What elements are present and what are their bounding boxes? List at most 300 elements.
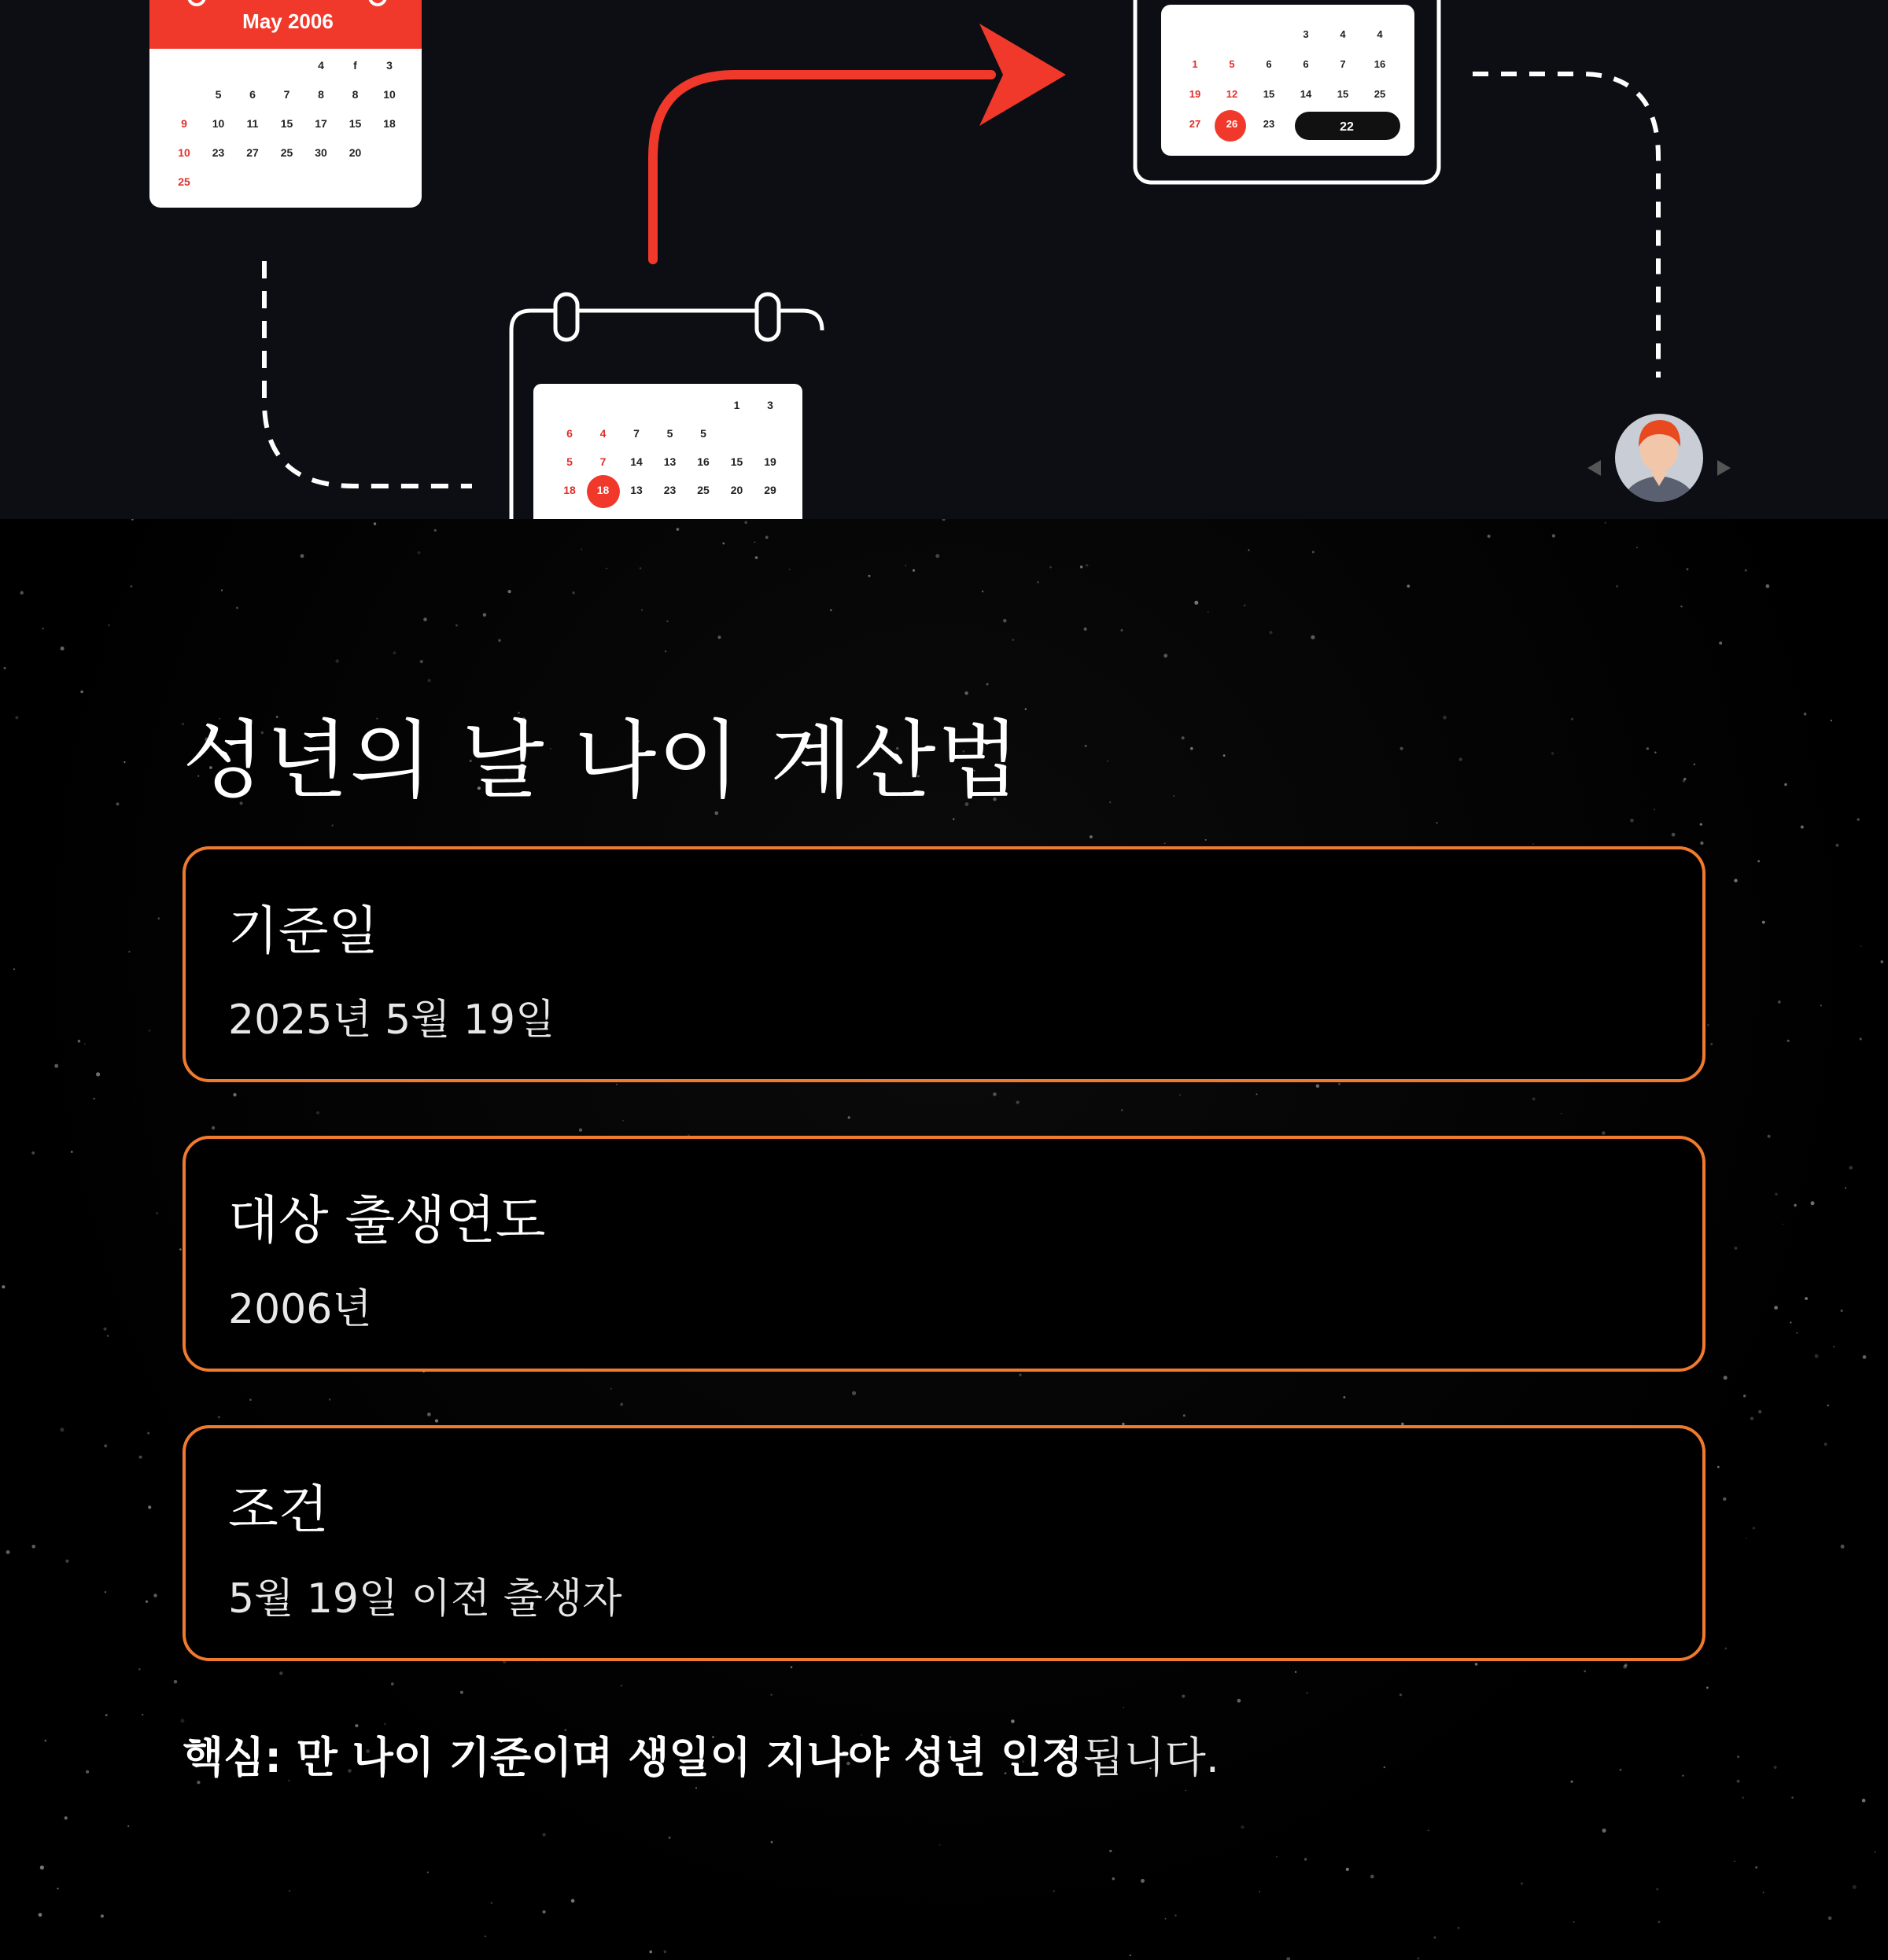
calendar-day: 3 (1303, 28, 1309, 40)
star-dot (71, 1151, 73, 1153)
star-dot (1190, 747, 1193, 750)
calendar-day: 29 (764, 484, 776, 496)
calendar-day: 4 (1340, 28, 1346, 40)
star-dot (1700, 823, 1702, 826)
star-dot (942, 519, 946, 521)
star-dot (718, 636, 721, 639)
star-dot (982, 591, 983, 592)
star-dot (498, 639, 501, 643)
star-dot (1682, 1775, 1683, 1777)
star-dot (335, 659, 339, 663)
star-dot (1743, 1394, 1746, 1397)
star-dot (1090, 835, 1093, 838)
star-dot (1311, 636, 1315, 639)
calendar-day: 16 (1374, 58, 1386, 70)
calendar-day: 23 (663, 484, 677, 496)
calendar-day: 25 (178, 175, 190, 188)
card-label: 조건 (228, 1479, 329, 1540)
calendar-day: 1 (733, 399, 740, 411)
calendar-day: 3 (767, 399, 773, 411)
star-dot (1259, 1891, 1260, 1892)
calendar-day: 6 (566, 427, 573, 440)
star-dot (156, 1212, 157, 1214)
star-dot (1185, 1790, 1186, 1792)
calendar-day: 4 (318, 59, 324, 72)
star-dot (543, 1910, 546, 1914)
star-dot (755, 556, 758, 559)
calendar-day: 16 (697, 455, 710, 468)
star-dot (1849, 1166, 1853, 1170)
star-dot (1208, 611, 1209, 613)
star-dot (1863, 1355, 1867, 1359)
star-dot (147, 1432, 149, 1435)
star-dot (1723, 1498, 1726, 1501)
calendar-day: 7 (633, 427, 640, 440)
star-dot (31, 1545, 35, 1549)
calendar-day: 1 (1192, 58, 1198, 70)
star-dot (1774, 1766, 1777, 1769)
star-dot (852, 1391, 856, 1395)
star-dot (1683, 779, 1686, 783)
star-dot (1532, 843, 1534, 845)
star-dot (744, 521, 747, 525)
calendar-day: 8 (352, 88, 359, 101)
star-dot (1194, 601, 1198, 605)
star-dot (1762, 921, 1765, 924)
star-dot (1276, 1856, 1278, 1858)
star-dot (1623, 1665, 1627, 1669)
dashed-connector-left (264, 261, 472, 486)
star-dot (579, 1129, 582, 1132)
star-dot (1734, 879, 1737, 882)
star-dot (1624, 1663, 1628, 1667)
star-dot (1475, 1663, 1478, 1666)
calendar-day: 14 (630, 455, 643, 468)
calendar-day: 15 (280, 117, 293, 130)
star-dot (1304, 1858, 1307, 1860)
star-dot (1620, 1769, 1622, 1771)
calendar-day: 23 (212, 146, 225, 159)
star-dot (620, 1403, 623, 1406)
star-dot (1602, 1829, 1606, 1833)
star-dot (1700, 842, 1703, 845)
calendar-day: 12 (1226, 88, 1238, 100)
star-dot (1179, 1094, 1181, 1096)
calendar-card-center (511, 294, 822, 519)
star-dot (1796, 1332, 1798, 1334)
star-dot (1725, 1648, 1728, 1650)
summary-text (183, 1724, 1219, 1785)
star-dot (1237, 1699, 1241, 1703)
star-dot (39, 1913, 42, 1917)
star-dot (722, 543, 725, 545)
calendar-title: May 2006 (242, 9, 334, 33)
star-dot (649, 1951, 652, 1954)
star-dot (417, 551, 420, 554)
star-dot (60, 1428, 64, 1431)
star-dot (665, 650, 666, 652)
calendar-day: 27 (246, 146, 259, 159)
calendar-day: 25 (697, 484, 710, 496)
star-dot (1646, 747, 1649, 750)
card-value: 2025년 5월 19일 (228, 997, 555, 1044)
star-dot (1584, 1671, 1586, 1673)
star-dot (1165, 1918, 1167, 1920)
calendar-day: 13 (663, 455, 677, 468)
star-dot (42, 628, 44, 629)
star-dot (435, 1419, 438, 1422)
star-dot (65, 1560, 68, 1563)
star-dot (1774, 1306, 1778, 1310)
star-dot (138, 1668, 141, 1671)
calendar-day: 10 (178, 146, 190, 159)
star-dot (1875, 1851, 1876, 1853)
dashed-connector-right (1473, 74, 1658, 378)
star-dot (1755, 1866, 1757, 1869)
star-dot (61, 647, 65, 650)
star-dot (572, 591, 574, 594)
calendar-day: 4 (599, 427, 607, 440)
star-dot (1860, 945, 1862, 947)
star-dot (179, 1248, 182, 1251)
star-dot (1011, 1719, 1015, 1723)
star-dot (1757, 860, 1760, 863)
star-dot (1312, 551, 1315, 553)
calendar-day: 18 (596, 484, 610, 496)
star-dot (1025, 708, 1027, 709)
star-dot (128, 951, 130, 952)
star-dot (1407, 584, 1410, 588)
star-dot (142, 1714, 143, 1715)
star-dot (905, 565, 906, 566)
star-dot (1573, 1921, 1575, 1923)
star-dot (101, 1914, 104, 1918)
star-dot (771, 1841, 773, 1844)
star-dot (157, 917, 160, 919)
calendar-day: 7 (283, 88, 290, 101)
star-dot (1654, 809, 1655, 810)
star-dot (289, 1890, 290, 1892)
star-dot (1683, 778, 1686, 780)
star-dot (31, 1151, 35, 1155)
star-dot (1436, 822, 1438, 823)
star-dot (146, 1601, 148, 1603)
star-dot (1399, 1693, 1402, 1696)
star-dot (939, 1844, 941, 1846)
star-dot (935, 554, 939, 558)
star-dot (1791, 1796, 1794, 1799)
star-dot (1123, 1707, 1124, 1708)
star-dot (1338, 1083, 1340, 1085)
calendar-day: 6 (1266, 58, 1272, 70)
star-dot (1080, 566, 1083, 569)
star-dot (94, 1098, 95, 1100)
star-dot (1616, 585, 1618, 588)
star-dot (606, 568, 607, 569)
star-dot (610, 1388, 612, 1390)
calendar-day: 23 (1263, 118, 1275, 130)
star-dot (218, 1416, 220, 1418)
star-dot (105, 1591, 106, 1593)
star-dot (107, 1335, 109, 1336)
content-section (0, 519, 1888, 1960)
star-dot (80, 691, 83, 694)
star-dot (1804, 713, 1807, 716)
star-dot (1763, 1892, 1764, 1893)
calendar-day: 5 (566, 455, 573, 468)
star-dot (664, 1951, 667, 1954)
star-dot (391, 1682, 394, 1686)
star-dot (1750, 1417, 1753, 1420)
star-dot (1717, 1466, 1720, 1468)
star-dot (316, 1111, 319, 1114)
star-dot (2, 1285, 5, 1288)
star-dot (174, 1680, 178, 1684)
star-dot (1182, 736, 1185, 739)
star-dot (1841, 1310, 1843, 1312)
star-dot (131, 585, 133, 588)
star-dot (1775, 1193, 1778, 1196)
star-dot (1719, 642, 1722, 645)
star-dot (1766, 584, 1770, 588)
star-dot (4, 667, 6, 669)
star-dot (57, 1888, 58, 1889)
star-dot (1384, 1767, 1385, 1768)
star-dot (1346, 1868, 1349, 1871)
calendar-day: 15 (348, 117, 362, 130)
star-dot (1737, 1756, 1739, 1758)
star-dot (485, 1936, 486, 1937)
info-card-birth-year (183, 1136, 1705, 1372)
star-dot (423, 617, 427, 621)
star-dot (993, 1092, 997, 1096)
calendar-day: 5 (700, 427, 706, 440)
star-dot (1571, 718, 1573, 720)
star-dot (622, 1120, 624, 1122)
calendar-day: 7 (1340, 58, 1346, 70)
star-dot (677, 528, 680, 531)
person-avatar-icon (1587, 414, 1731, 507)
star-dot (1120, 629, 1123, 632)
red-flow-arrow (653, 75, 991, 260)
star-dot (116, 802, 120, 805)
star-dot (695, 1787, 697, 1789)
star-dot (1164, 842, 1166, 844)
star-dot (428, 679, 431, 682)
star-dot (1561, 1113, 1562, 1114)
calendar-day: 5 (215, 88, 222, 101)
calendar-flow-illustration (0, 0, 1888, 519)
summary-rest: 됩니다. (1082, 1733, 1219, 1782)
star-dot (1801, 826, 1804, 829)
star-dot (149, 1030, 151, 1032)
star-dot (249, 1398, 252, 1401)
star-dot (1768, 1135, 1771, 1138)
star-dot (1707, 1024, 1709, 1026)
star-dot (1636, 547, 1638, 548)
star-dot (1012, 639, 1015, 641)
star-dot (789, 569, 791, 570)
star-dot (427, 1872, 429, 1873)
star-dot (1256, 1093, 1258, 1095)
star-dot (1552, 534, 1555, 537)
star-dot (1223, 754, 1226, 757)
star-dot (153, 1593, 157, 1597)
calendar-day: 26 (1226, 118, 1238, 130)
page-title: 성년의 날 나이 계산법 (183, 712, 1021, 810)
star-dot (791, 1666, 793, 1668)
star-dot (455, 624, 458, 627)
star-dot (1107, 761, 1108, 762)
star-dot (420, 660, 423, 663)
star-dot (1400, 747, 1403, 750)
calendar-day: 20 (348, 146, 362, 159)
star-dot (1370, 1875, 1374, 1879)
star-dot (913, 569, 915, 572)
calendar-day: 19 (1189, 88, 1201, 100)
calendar-day: 25 (1374, 88, 1386, 100)
star-dot (754, 542, 756, 543)
star-dot (1182, 1695, 1185, 1698)
star-dot (1630, 819, 1634, 823)
star-dot (65, 1816, 68, 1819)
star-dot (571, 1899, 575, 1903)
star-dot (1778, 1000, 1781, 1004)
calendar-day: 18 (383, 117, 396, 130)
calendar-day: 15 (1263, 88, 1275, 100)
star-dot (1853, 1885, 1857, 1889)
star-dot (1805, 1297, 1808, 1300)
star-dot (1459, 758, 1462, 761)
calendar-day: 6 (1303, 58, 1309, 70)
star-dot (1458, 1927, 1460, 1929)
star-dot (830, 610, 832, 612)
star-dot (180, 1719, 184, 1722)
card-value: 5월 19일 이전 출생자 (228, 1575, 622, 1623)
star-dot (1248, 549, 1250, 551)
star-dot (1742, 1796, 1744, 1799)
star-dot (1049, 566, 1052, 569)
star-dot (1734, 1861, 1735, 1862)
calendar-day: 15 (730, 455, 743, 468)
star-dot (54, 1064, 58, 1068)
star-dot (108, 624, 110, 627)
star-dot (1710, 1043, 1713, 1045)
calendar-day: 4 (1377, 28, 1383, 40)
star-dot (1003, 619, 1007, 623)
calendar-day: 6 (249, 88, 256, 101)
star-dot (84, 1043, 86, 1044)
star-dot (1037, 581, 1039, 584)
star-dot (124, 761, 125, 763)
star-dot (1784, 783, 1787, 786)
star-dot (1183, 1414, 1186, 1417)
star-dot (1656, 1888, 1658, 1890)
star-dot (1815, 1354, 1819, 1358)
calendar-card-right (1135, 0, 1439, 182)
star-dot (20, 591, 24, 595)
star-dot (848, 1116, 850, 1118)
calendar-day: 10 (383, 88, 396, 101)
star-dot (301, 554, 304, 558)
star-dot (233, 1093, 236, 1096)
star-dot (1827, 1405, 1829, 1407)
star-dot (139, 1456, 142, 1459)
calendar-day: 10 (212, 117, 225, 130)
star-dot (1086, 564, 1089, 567)
star-dot (1734, 1247, 1737, 1250)
star-dot (1344, 1396, 1346, 1398)
star-dot (212, 1126, 215, 1129)
star-dot (641, 609, 643, 611)
star-dot (1862, 1799, 1866, 1803)
star-dot (1244, 605, 1245, 606)
star-dot (1130, 1954, 1131, 1956)
star-dot (491, 1902, 492, 1903)
star-dot (953, 818, 954, 820)
star-dot (1680, 606, 1683, 608)
star-dot (427, 1413, 431, 1417)
star-dot (1881, 960, 1884, 963)
star-dot (45, 1740, 47, 1742)
star-dot (1833, 1346, 1835, 1347)
calendar-day: 9 (181, 117, 187, 130)
star-dot (1820, 1004, 1822, 1006)
star-dot (1758, 1410, 1761, 1413)
star-dot (1737, 1780, 1740, 1783)
star-dot (1828, 1916, 1832, 1920)
star-dot (1434, 1936, 1436, 1939)
star-dot (1084, 628, 1087, 631)
star-dot (131, 519, 134, 521)
star-dot (1141, 1879, 1145, 1883)
star-dot (329, 1398, 330, 1400)
star-dot (765, 536, 769, 539)
star-dot (1417, 1958, 1419, 1960)
star-dot (1746, 1538, 1747, 1539)
card-label: 대상 출생연도 (228, 1190, 546, 1251)
star-dot (374, 522, 376, 525)
star-dot (148, 1505, 151, 1509)
star-dot (1745, 569, 1747, 572)
star-dot (1787, 1040, 1790, 1042)
info-card-base-date (183, 846, 1705, 1082)
star-dot (1163, 654, 1167, 658)
summary-bold: 핵심: 만 나이 기준이며 생일이 지나야 성년 인정 (183, 1733, 1083, 1782)
star-dot (1443, 716, 1447, 720)
star-dot (1753, 1527, 1755, 1529)
star-dot (103, 1328, 106, 1331)
hero-illustration (0, 0, 1888, 519)
star-dot (1831, 720, 1832, 721)
star-dot (1836, 844, 1839, 847)
calendar-day: 13 (630, 484, 643, 496)
star-dot (1845, 1187, 1846, 1188)
star-dot (1019, 1374, 1021, 1376)
calendar-day: 14 (1300, 88, 1312, 100)
calendar-day: 18 (563, 484, 576, 496)
star-dot (1857, 818, 1860, 820)
star-dot (434, 529, 437, 532)
star-dot (1016, 1101, 1020, 1104)
star-dot (279, 1671, 282, 1674)
card-value: 2006년 (228, 1286, 372, 1333)
star-dot (868, 575, 871, 577)
star-dot (1724, 1376, 1728, 1380)
star-dot (986, 683, 989, 686)
star-dot (86, 1770, 89, 1774)
star-dot (621, 1685, 623, 1687)
